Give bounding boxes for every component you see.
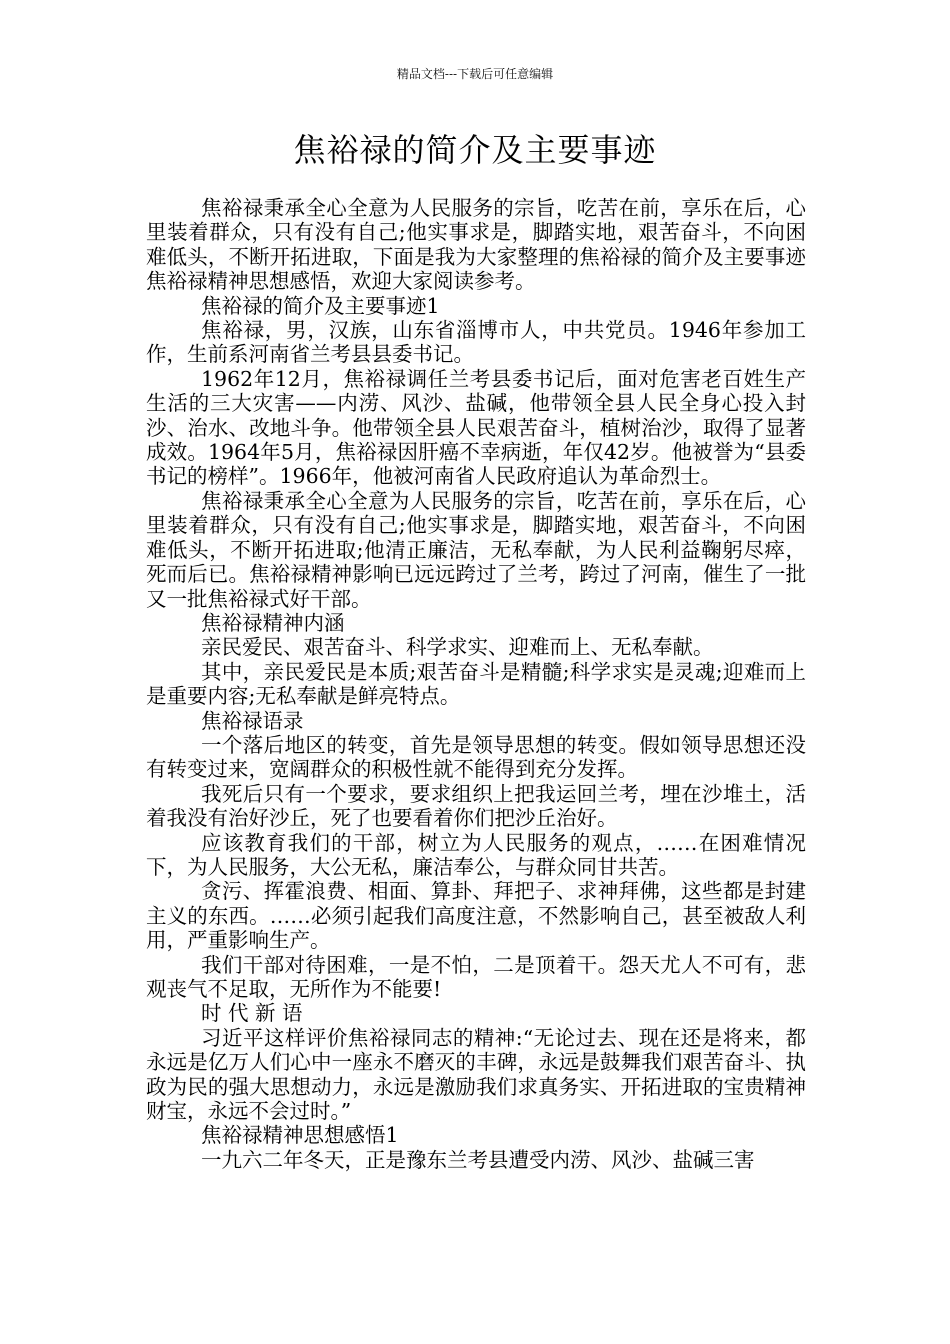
intro-paragraph: 焦裕禄秉承全心全意为人民服务的宗旨，吃苦在前，享乐在后，心里装着群众，只有没有自己;他实事求是，脚踏实地，艰苦奋斗，不向困难低头，不断开拓进取，下面是我为大家整理的焦裕禄的简介及主要事迹 焦裕禄精神思想感悟，欢迎大家阅读参考。 (146, 196, 806, 294)
section-heading-new-era: 时 代 新 语 (201, 1001, 303, 1026)
document-body (146, 196, 806, 1172)
biography-paragraph: 焦裕禄，男，汉族，山东省淄博市人，中共党员。1946年参加工作，生前系河南省兰考县县委书记。 (146, 318, 806, 367)
document-title: 焦裕禄的简介及主要事迹 (293, 131, 657, 169)
section-heading-biography: 焦裕禄的简介及主要事迹1 (201, 293, 440, 318)
quote-paragraph: 贪污、挥霍浪费、相面、算卦、拜把子、求神拜佛，这些都是封建主义的东西。……必须引起我们高度注意，不然影响自己，甚至被敌人利用，严重影响生产。 (146, 879, 806, 953)
reflection-paragraph: 一九六二年冬天，正是豫东兰考县遭受内涝、风沙、盐碱三害 (201, 1147, 755, 1172)
spirit-summary-paragraph: 亲民爱民、艰苦奋斗、科学求实、迎难而上、无私奉献。 (201, 635, 714, 660)
page-header: 精品文档---下载后可任意编辑 (396, 67, 554, 81)
section-heading-quotes: 焦裕禄语录 (201, 708, 304, 733)
section-heading-reflection: 焦裕禄精神思想感悟1 (201, 1123, 399, 1148)
quote-paragraph: 我们干部对待困难，一是不怕，二是顶着干。怨天尤人不可有，悲观丧气不足取，无所作为不能要! (146, 952, 806, 1001)
spirit-paragraph: 焦裕禄秉承全心全意为人民服务的宗旨，吃苦在前，享乐在后，心里装着群众，只有没有自己;他实事求是，脚踏实地，艰苦奋斗，不向困难低头，不断开拓进取;他清正廉洁，无私奉献，为人民利益鞠躬尽瘁，死而后已。焦裕禄精神影响已远远跨过了兰考，跨过了河南，催生了一批又一批焦裕禄式好干部。 (146, 488, 806, 611)
section-heading-spirit-connotation: 焦裕禄精神内涵 (201, 610, 345, 635)
evaluation-paragraph: 习近平这样评价焦裕禄同志的精神:“无论过去、现在还是将来，都永远是亿万人们心中一座永不磨灭的丰碑，永远是鼓舞我们艰苦奋斗、执政为民的强大思想动力，永远是激励我们求真务实、开拓进取的宝贵精神财宝，永远不会过时。” (146, 1025, 806, 1124)
quote-paragraph: 应该教育我们的干部，树立为人民服务的观点，……在困难情况下，为人民服务，大公无私，廉洁奉公，与群众同甘共苦。 (146, 830, 806, 879)
quote-paragraph: 我死后只有一个要求，要求组织上把我运回兰考，埋在沙堆土，活着我没有治好沙丘，死了也要看着你们把沙丘治好。 (146, 781, 806, 831)
quote-paragraph: 一个落后地区的转变，首先是领导思想的转变。假如领导思想还没有转变过来，宽阔群众的积极性就不能得到充分发挥。 (146, 732, 806, 782)
spirit-detail-paragraph: 其中，亲民爱民是本质;艰苦奋斗是精髓;科学求实是灵魂;迎难而上是重要内容;无私奉献是鲜亮特点。 (146, 659, 806, 709)
career-paragraph: 1962年12月，焦裕禄调任兰考县委书记后，面对危害老百姓生产生活的三大灾害——内涝、风沙、盐碱，他带领全县人民全身心投入封沙、治水、改地斗争。他带领全县人民艰苦奋斗，植树治沙，取得了显著成效。1964年5月，焦裕禄因肝癌不幸病逝，年仅42岁。他被誉为“县委书记的榜样”。1966年，他被河南省人民政府追认为革命烈士。 (146, 366, 806, 489)
